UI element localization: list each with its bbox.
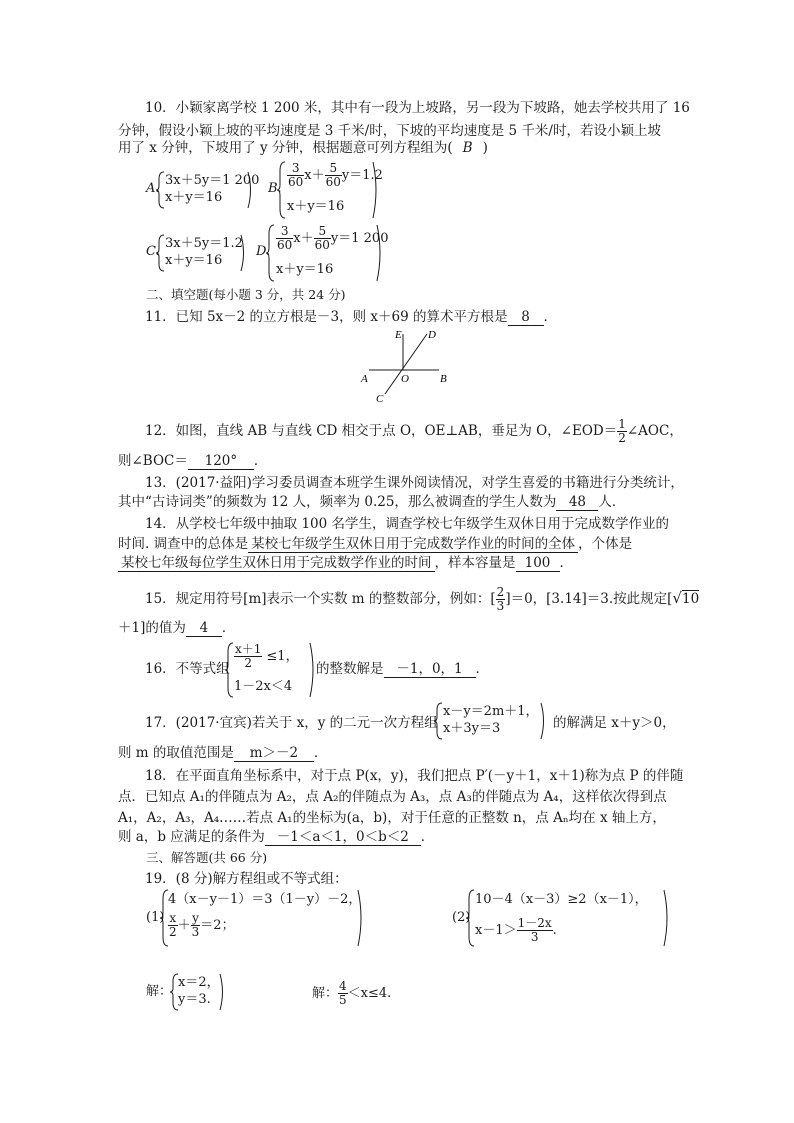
q17-eq-2: x＋3y＝3 — [443, 721, 501, 736]
q19-p1-eq2-mid: ＋ — [177, 918, 191, 933]
option-c-close-paren — [240, 234, 248, 272]
q19-p1-eq2-end: ＝2； — [200, 918, 235, 933]
line-cd — [385, 334, 427, 394]
option-d-frac1-num: 3 — [276, 225, 293, 239]
q12-answer: 120° — [188, 454, 254, 470]
q17-line-2 — [118, 744, 327, 762]
q15-line-2 — [118, 619, 235, 637]
q18-end: ． — [420, 829, 435, 845]
option-c-eq1: 3x＋5y＝1.2 — [165, 236, 243, 251]
option-c-label: C. — [146, 244, 160, 259]
q19-part2-eq1: 10－4（x－3）≥2（x－1）， — [475, 892, 648, 907]
option-b-eq1-end: y＝1.2 — [341, 168, 383, 183]
q12-end: ． — [253, 453, 268, 469]
label-c: C — [376, 393, 384, 404]
option-a-eq1: 3x＋5y＝1 200 — [165, 173, 260, 188]
solution-2-label: 解： — [312, 986, 339, 1001]
q19-p2-eq2-pre: x－1＞ — [475, 923, 517, 938]
q12-stem: 12．如图，直线 AB 与直线 CD 相交于点 O，OE⊥AB，垂足为 O，∠EOD＝ — [145, 423, 618, 439]
option-b-close-paren — [372, 161, 380, 219]
q17-answer: m＞－2 — [234, 746, 314, 762]
q19-p1-frac2-den: 3 — [191, 925, 200, 939]
q11-answer: 8 — [508, 310, 544, 326]
q16-line-end — [316, 660, 489, 678]
solution-2-frac-den: 5 — [339, 993, 347, 1007]
q19-p2-eq2-post: . — [552, 923, 557, 938]
q10-answer: B — [462, 140, 473, 156]
q10-line-1: 10．小颖家离学校 1 200 米，其中有一段为上坡路，另一段为下坡路，她去学校共用了 16 — [145, 100, 690, 116]
option-d-eq1-end: y＝1 200 — [330, 231, 389, 246]
option-d-frac2-den: 60 — [314, 238, 330, 252]
q18-line4-text: 则 a，b 应满足的条件为 — [118, 829, 265, 845]
q17-close-paren — [540, 702, 548, 740]
q12-line2-text: 则∠BOC＝ — [118, 453, 188, 469]
q15-line2-text: ＋1]的值为 — [118, 620, 186, 636]
q18-line-3: A₁，A₂，A₃，A₄……若点 A₁的坐标为(a，b)，对于任意的正整数 n，点 Aₙ均在 x 轴上方， — [118, 810, 666, 826]
q15-line-1 — [145, 586, 699, 613]
q15-frac-num: 2 — [496, 585, 505, 599]
label-e: E — [395, 329, 402, 341]
q16-ineq1-end: ≤1， — [266, 649, 299, 664]
q13-answer: 48 — [556, 495, 598, 511]
q19-part2-label: (2) — [452, 910, 471, 925]
q13-line2-text: 其中“古诗词类”的频数为 12 人，频率为 0.25，那么被调查的学生人数为 — [118, 494, 557, 510]
option-a-close-paren — [247, 171, 255, 209]
solution-2-rest: ＜x≤4. — [347, 986, 392, 1001]
q15-end: ． — [221, 620, 236, 636]
q19-part1-close-paren — [357, 889, 365, 947]
q14-answer-individual: 某校七年级每位学生双休日用于完成数学作业的时间 — [118, 556, 435, 572]
q15-sqrt-radicand: 10 — [681, 591, 700, 607]
q16-frac-den: 2 — [244, 656, 253, 670]
solution-1-eq2: y＝3. — [178, 992, 211, 1007]
option-d-eq1 — [276, 225, 388, 252]
q17-stem-end: 的解满足 x＋y＞0， — [553, 715, 676, 731]
q14-line2-mid: ，个体是 — [578, 536, 633, 552]
q12-line-2 — [118, 452, 267, 470]
intersecting-lines-figure — [355, 326, 455, 404]
section-2-heading: 二、填空题(每小题 3 分，共 24 分) — [146, 287, 346, 302]
q19-part1-label: (1) — [146, 910, 165, 925]
option-a-label: A. — [146, 181, 160, 196]
q14-answer-population: 某校七年级学生双休日用于完成数学作业的时间的全体 — [248, 537, 578, 553]
q14-end: ． — [559, 555, 573, 571]
q12-frac-den: 2 — [618, 431, 626, 445]
solution-2 — [312, 980, 391, 1007]
option-b-eq1-mid: x＋ — [304, 168, 325, 183]
solution-1-close-paren — [219, 973, 227, 1011]
q19-p1-frac1-den: 2 — [169, 925, 177, 939]
q10-line-3 — [118, 139, 488, 157]
q18-line-4 — [118, 828, 434, 846]
q19-title: 19．(8 分)解方程组或不等式组： — [145, 871, 348, 887]
q10-close-paren: ) — [482, 140, 488, 156]
q10-line-2: 分钟，假设小颖上坡的平均速度是 3 千米/时，下坡的平均速度是 5 千米/时，若设小颖上坡 — [118, 123, 661, 139]
q11-stem: 11．已知 5x－2 的立方根是－3，则 x＋69 的算术平方根是 — [145, 309, 508, 325]
option-b-eq2: x＋y＝16 — [287, 199, 345, 214]
label-d: D — [428, 329, 436, 341]
q12-stem-end: ∠AOC， — [626, 423, 683, 439]
option-d-eq1-mid: x＋ — [293, 231, 314, 246]
q15-answer: 4 — [186, 621, 222, 637]
q19-p2-frac-den: 3 — [530, 930, 539, 944]
q14-line-2 — [118, 535, 632, 553]
q19-p1-frac2-num: y — [192, 911, 199, 925]
q16-frac-num: x＋1 — [235, 642, 262, 656]
label-o: O — [401, 373, 409, 385]
q14-line3-mid: ，样本容量是 — [434, 555, 516, 571]
label-a: A — [361, 373, 368, 385]
solution-1-eq1: x＝2， — [178, 975, 220, 990]
q16-end: ． — [475, 661, 489, 677]
q18-answer: －1＜a＜1，0＜b＜2 — [265, 830, 421, 846]
q16-stem: 16．不等式组 — [145, 661, 230, 677]
section-3-heading: 三、解答题(共 66 分) — [146, 850, 268, 865]
q19-part2-close-paren — [663, 889, 671, 947]
q14-answer-sample-size: 100 — [516, 556, 560, 572]
option-b-eq1 — [287, 162, 383, 189]
q17-end: ． — [313, 745, 328, 761]
option-d-eq2: x＋y＝16 — [276, 262, 334, 277]
q18-line-2: 点．已知点 A₁的伴随点为 A₂，点 A₂的伴随点为 A₃，点 A₃的伴随点为 A₄，这样依次得到点 — [118, 789, 667, 805]
q13-end: 人． — [598, 494, 626, 510]
q17-line2-text: 则 m 的取值范围是 — [118, 745, 234, 761]
option-b-brace — [277, 161, 287, 219]
q16-mid-text: 的整数解是 — [316, 661, 384, 677]
option-a-eq2: x＋y＝16 — [165, 190, 223, 205]
solution-1-label: 解： — [146, 984, 173, 999]
option-c-eq2: x＋y＝16 — [165, 253, 223, 268]
option-b-frac2-num: 5 — [325, 162, 342, 176]
q19-part1-eq2 — [168, 912, 235, 939]
q15-frac-den: 3 — [496, 599, 505, 613]
option-d-frac2-num: 5 — [314, 225, 331, 239]
solution-2-frac-num: 4 — [339, 979, 347, 993]
q11-end: ． — [543, 309, 558, 325]
q18-line-1: 18．在平面直角坐标系中，对于点 P(x，y)，我们把点 P′(－y＋1，x＋1)称为点 P 的伴随 — [145, 768, 684, 784]
q12-frac-num: 1 — [618, 417, 626, 431]
option-b-label: B. — [268, 181, 282, 196]
sqrt-symbol: √ — [672, 589, 682, 607]
q16-ineq-1 — [234, 643, 299, 670]
q12-line-1 — [145, 418, 683, 445]
q19-part1-eq1: 4（x－y－1）＝3（1－y）－2， — [168, 892, 362, 907]
q15-stem: 15．规定用符号[m]表示一个实数 m 的整数部分，例如：[ — [145, 591, 496, 607]
q17-stem: 17．(2017·宜宾)若关于 x，y 的二元一次方程组 — [145, 715, 438, 731]
q15-stem-mid: ]＝0，[3.14]＝3.按此规定[ — [505, 591, 673, 607]
q14-line2-text: 时间. 调查中的总体是 — [118, 536, 249, 552]
q19-p2-frac-num: 1－2x — [517, 916, 552, 930]
q14-line-3 — [118, 554, 573, 572]
option-d-brace — [266, 224, 276, 282]
q19-part2-eq2 — [475, 917, 557, 944]
q16-ineq-2: 1－2x＜4 — [234, 679, 293, 694]
option-b-frac1-den: 60 — [288, 175, 304, 189]
q16-answer: －1，0，1 — [384, 662, 476, 678]
option-d-close-paren — [376, 224, 384, 282]
q13-line-2 — [118, 493, 625, 511]
q10-stem-text: 用了 x 分钟，下坡用了 y 分钟，根据题意可列方程组为( — [118, 140, 453, 156]
option-d-frac1-den: 60 — [277, 238, 293, 252]
option-d-label: D. — [256, 244, 271, 259]
q19-p1-frac1-num: x — [169, 911, 177, 925]
label-b: B — [440, 373, 447, 385]
option-b-frac2-den: 60 — [325, 175, 341, 189]
q11-line — [145, 308, 557, 326]
option-b-frac1-num: 3 — [287, 162, 304, 176]
q17-eq-1: x－y＝2m＋1， — [443, 704, 539, 719]
q14-line-1: 14．从学校七年级中抽取 100 名学生，调查学校七年级学生双休日用于完成数学作业的 — [145, 516, 670, 532]
q13-line-1: 13．(2017·益阳)学习委员调查本班学生课外阅读情况，对学生喜爱的书籍进行分类统计， — [145, 475, 684, 491]
